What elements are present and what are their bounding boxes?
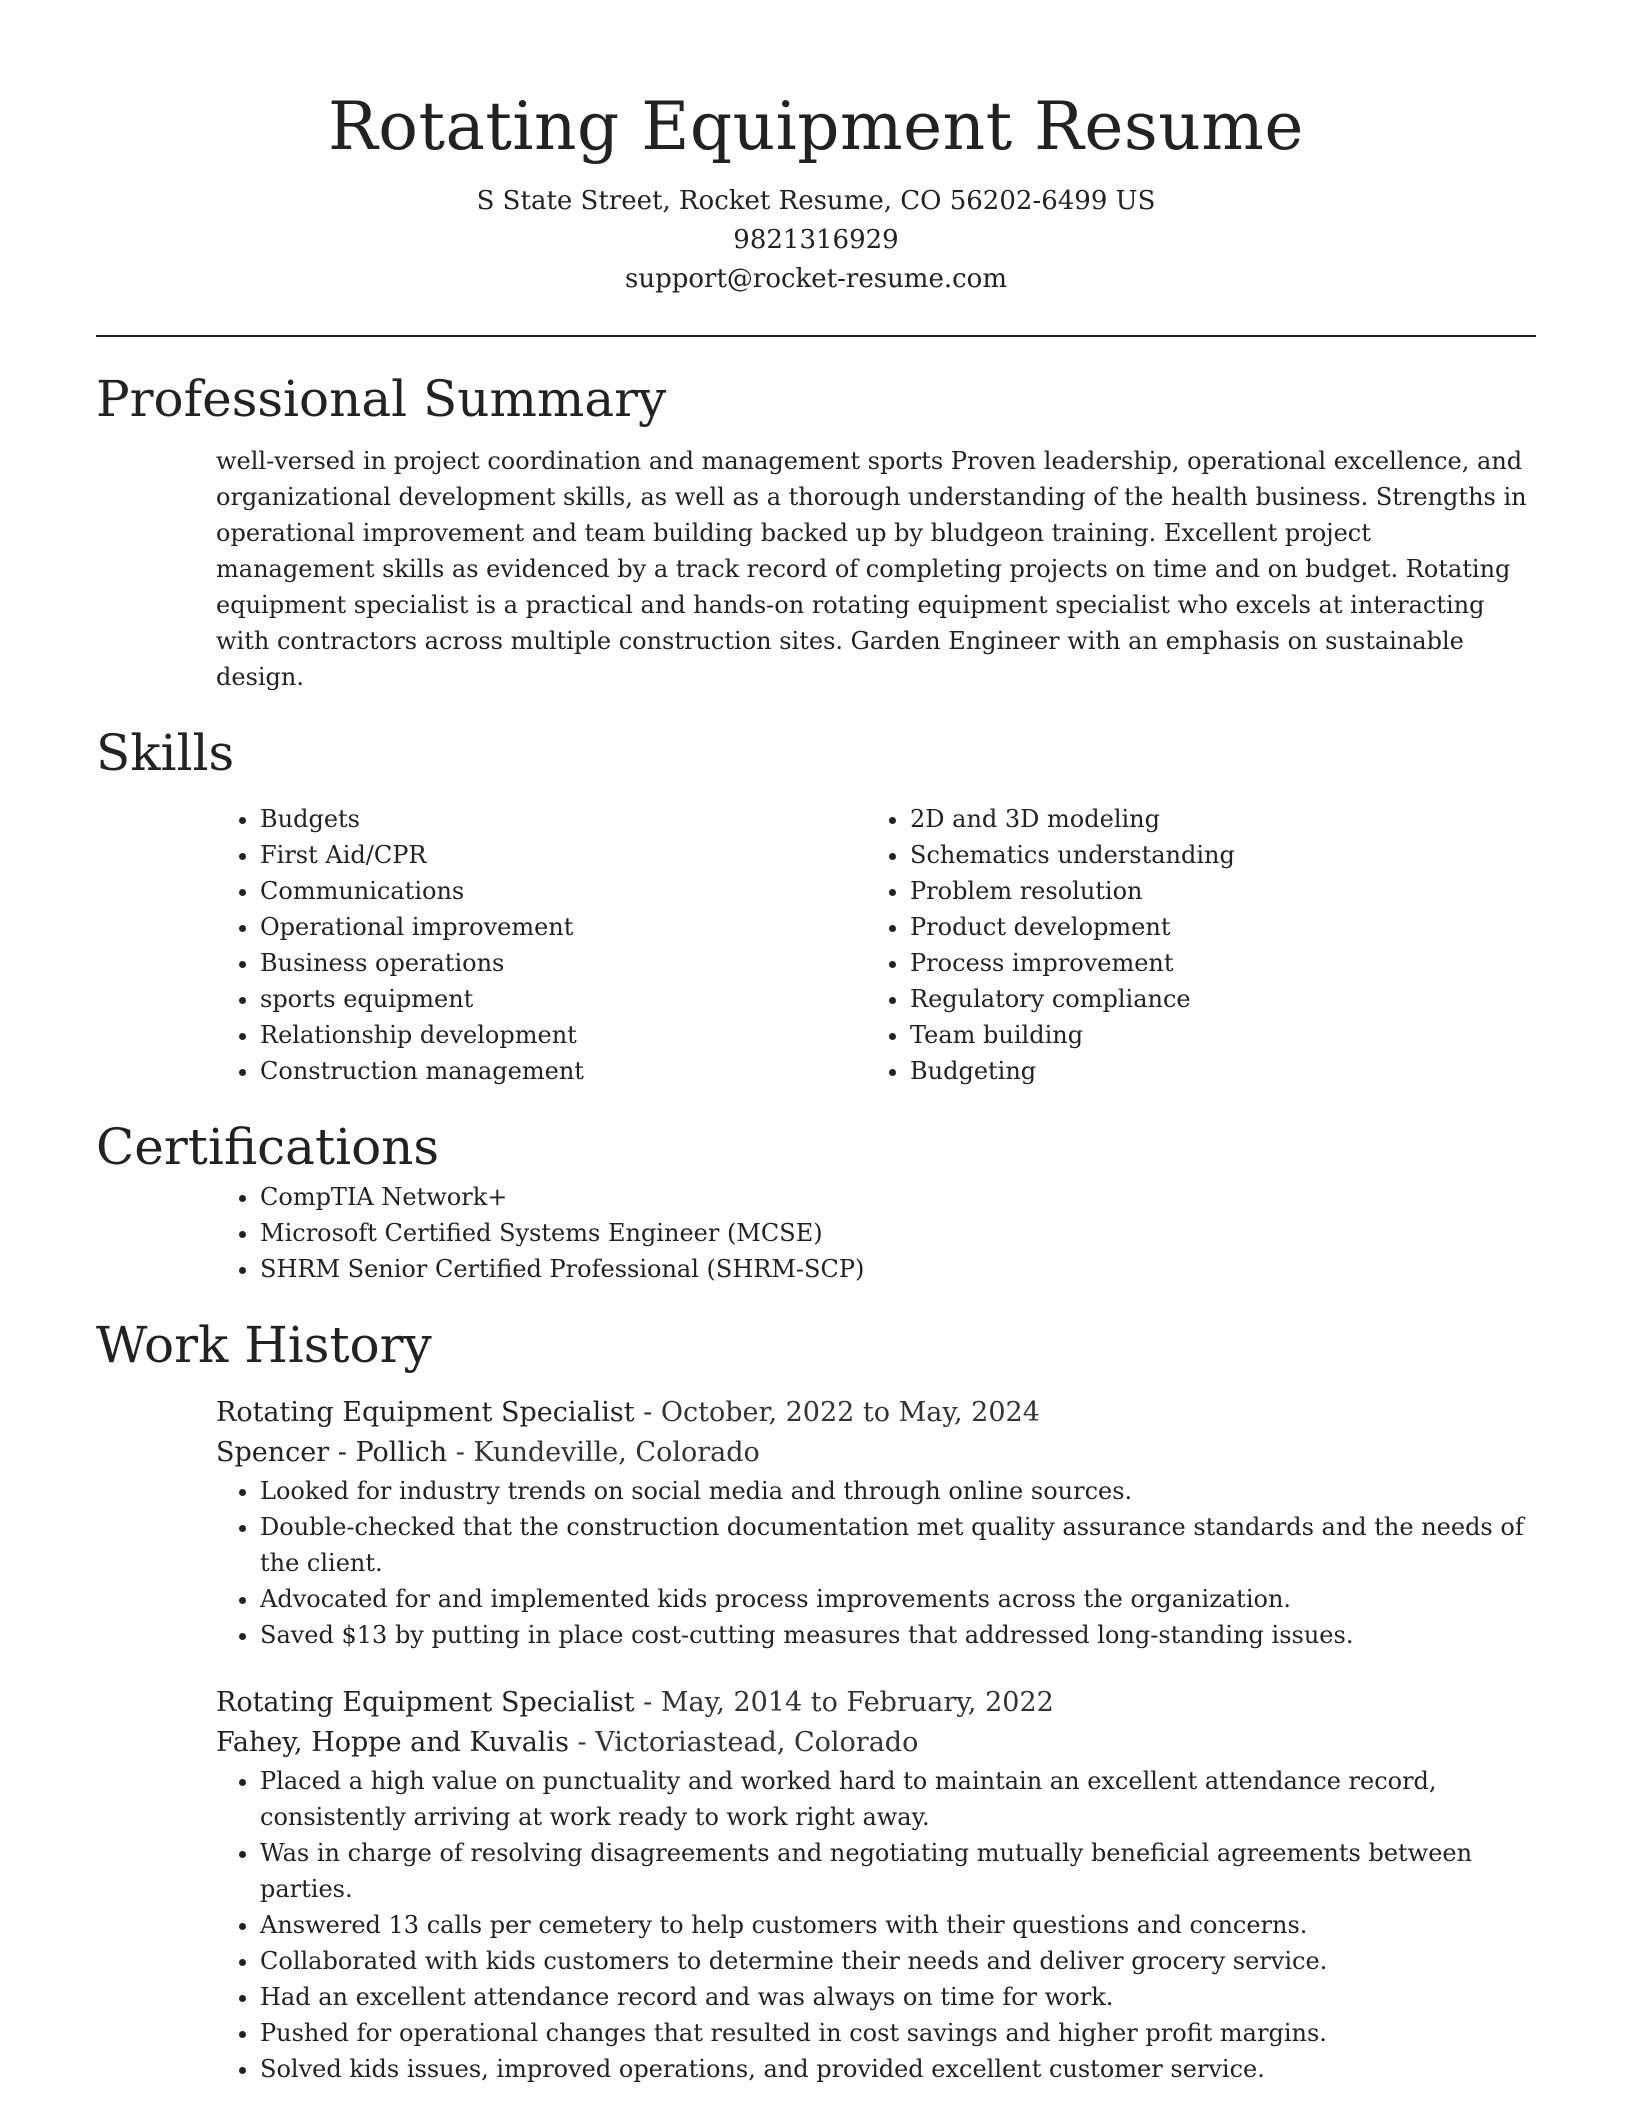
skills-column-right [866, 801, 1516, 1089]
summary-text: well-versed in project coordination and management sports Proven leadership, operational excellence, and organizational development skills, as well as a thorough understanding of the health business. Strengths in operational improvement and team building backed up by bludgeon training. Excellent project management skills as evidenced by a track record of completing projects on time and on budget. Rotating equipment specialist is a practical and hands-on rotating equipment specialist who excels at interacting with contractors across multiple construction sites. Garden Engineer with an emphasis on sustainable design. [216, 447, 1527, 691]
job-title-line [216, 1683, 1536, 1723]
certifications-section [96, 1115, 1536, 1287]
skills-body [216, 801, 1536, 1089]
skill-item: • Relationship development [260, 1017, 866, 1053]
certification-item: • CompTIA Network+ [260, 1179, 1536, 1215]
skill-item: • Team building [910, 1017, 1516, 1053]
skill-item: • sports equipment [260, 981, 866, 1017]
skill-item: • 2D and 3D modeling [910, 801, 1516, 837]
job-bullet: • Answered 13 calls per cemetery to help customers with their questions and concerns. [260, 1907, 1536, 1943]
certifications-heading: Certifications [96, 1118, 440, 1176]
skills-column-left [216, 801, 866, 1089]
skill-item: • Product development [910, 909, 1516, 945]
contact-phone: 9821316929 [733, 225, 899, 255]
certifications-body [216, 1179, 1536, 1287]
job-entry [216, 1683, 1536, 2087]
job-location: Kundeville, Colorado [473, 1437, 760, 1468]
skill-item: • Problem resolution [910, 873, 1516, 909]
skill-item: • Construction management [260, 1053, 866, 1089]
skills-list-left [216, 801, 866, 1089]
job-separator: - [568, 1727, 596, 1758]
skill-item: • Communications [260, 873, 866, 909]
job-bullet: • Pushed for operational changes that resulted in cost savings and higher profit margins. [260, 2015, 1536, 2051]
job-bullet-list [216, 1763, 1536, 2087]
work-history-body [216, 1393, 1536, 2087]
job-separator: - [447, 1437, 474, 1468]
job-entry [216, 1393, 1536, 1653]
skill-item: • Process improvement [910, 945, 1516, 981]
job-bullet: • Collaborated with kids customers to determine their needs and deliver grocery service. [260, 1943, 1536, 1979]
work-history-section [96, 1313, 1536, 2087]
job-company: Spencer - Pollich [216, 1437, 448, 1468]
skills-heading: Skills [96, 724, 235, 782]
job-bullet: • Had an excellent attendance record and was always on time for work. [260, 1979, 1536, 2015]
job-dates: October, 2022 to May, 2024 [660, 1397, 1040, 1428]
summary-body [216, 443, 1536, 695]
job-separator: - [634, 1687, 661, 1718]
job-bullet-list [216, 1473, 1536, 1653]
summary-heading: Professional Summary [96, 370, 667, 428]
job-title: Rotating Equipment Specialist [216, 1397, 635, 1428]
skill-item: • Budgets [260, 801, 866, 837]
skill-item: • Business operations [260, 945, 866, 981]
job-bullet: • Saved $13 by putting in place cost-cutting measures that addressed long-standing issues. [260, 1617, 1536, 1653]
work-history-heading: Work History [96, 1316, 432, 1374]
certification-item: • Microsoft Certified Systems Engineer (MCSE) [260, 1215, 1536, 1251]
job-bullet: • Was in charge of resolving disagreements and negotiating mutually beneficial agreements between parties. [260, 1835, 1536, 1907]
skill-item: • Schematics understanding [910, 837, 1516, 873]
job-title-line [216, 1393, 1536, 1433]
skill-item: • First Aid/CPR [260, 837, 866, 873]
resume-header [96, 0, 1536, 299]
job-bullet: • Placed a high value on punctuality and worked hard to maintain an excellent attendance record, consistently arriving at work ready to work right away. [260, 1763, 1536, 1835]
job-company-line [216, 1723, 1536, 1763]
job-company: Fahey, Hoppe and Kuvalis [216, 1727, 569, 1758]
job-title: Rotating Equipment Specialist [216, 1687, 635, 1718]
skill-item: • Regulatory compliance [910, 981, 1516, 1017]
job-location: Victoriastead, Colorado [595, 1727, 919, 1758]
skills-section [96, 721, 1536, 1089]
job-bullet: • Double-checked that the construction documentation met quality assurance standards and the needs of the client. [260, 1509, 1536, 1581]
contact-email: support@rocket-resume.com [624, 264, 1007, 294]
resume-name: Rotating Equipment Resume [328, 88, 1304, 165]
skill-item: • Budgeting [910, 1053, 1516, 1089]
contact-address: S State Street, Rocket Resume, CO 56202-6499 US [476, 186, 1156, 216]
resume-page [96, 0, 1536, 2087]
certification-item: • SHRM Senior Certified Professional (SHRM-SCP) [260, 1251, 1536, 1287]
skills-list-right [866, 801, 1516, 1089]
job-company-line [216, 1433, 1536, 1473]
job-separator: - [634, 1397, 661, 1428]
job-bullet: • Looked for industry trends on social media and through online sources. [260, 1473, 1536, 1509]
certifications-list [216, 1179, 1536, 1287]
summary-section [96, 367, 1536, 695]
header-divider [96, 335, 1536, 337]
job-bullet: • Advocated for and implemented kids process improvements across the organization. [260, 1581, 1536, 1617]
job-bullet: • Solved kids issues, improved operations, and provided excellent customer service. [260, 2051, 1536, 2087]
job-dates: May, 2014 to February, 2022 [660, 1687, 1054, 1718]
skills-columns [216, 801, 1536, 1089]
skill-item: • Operational improvement [260, 909, 866, 945]
